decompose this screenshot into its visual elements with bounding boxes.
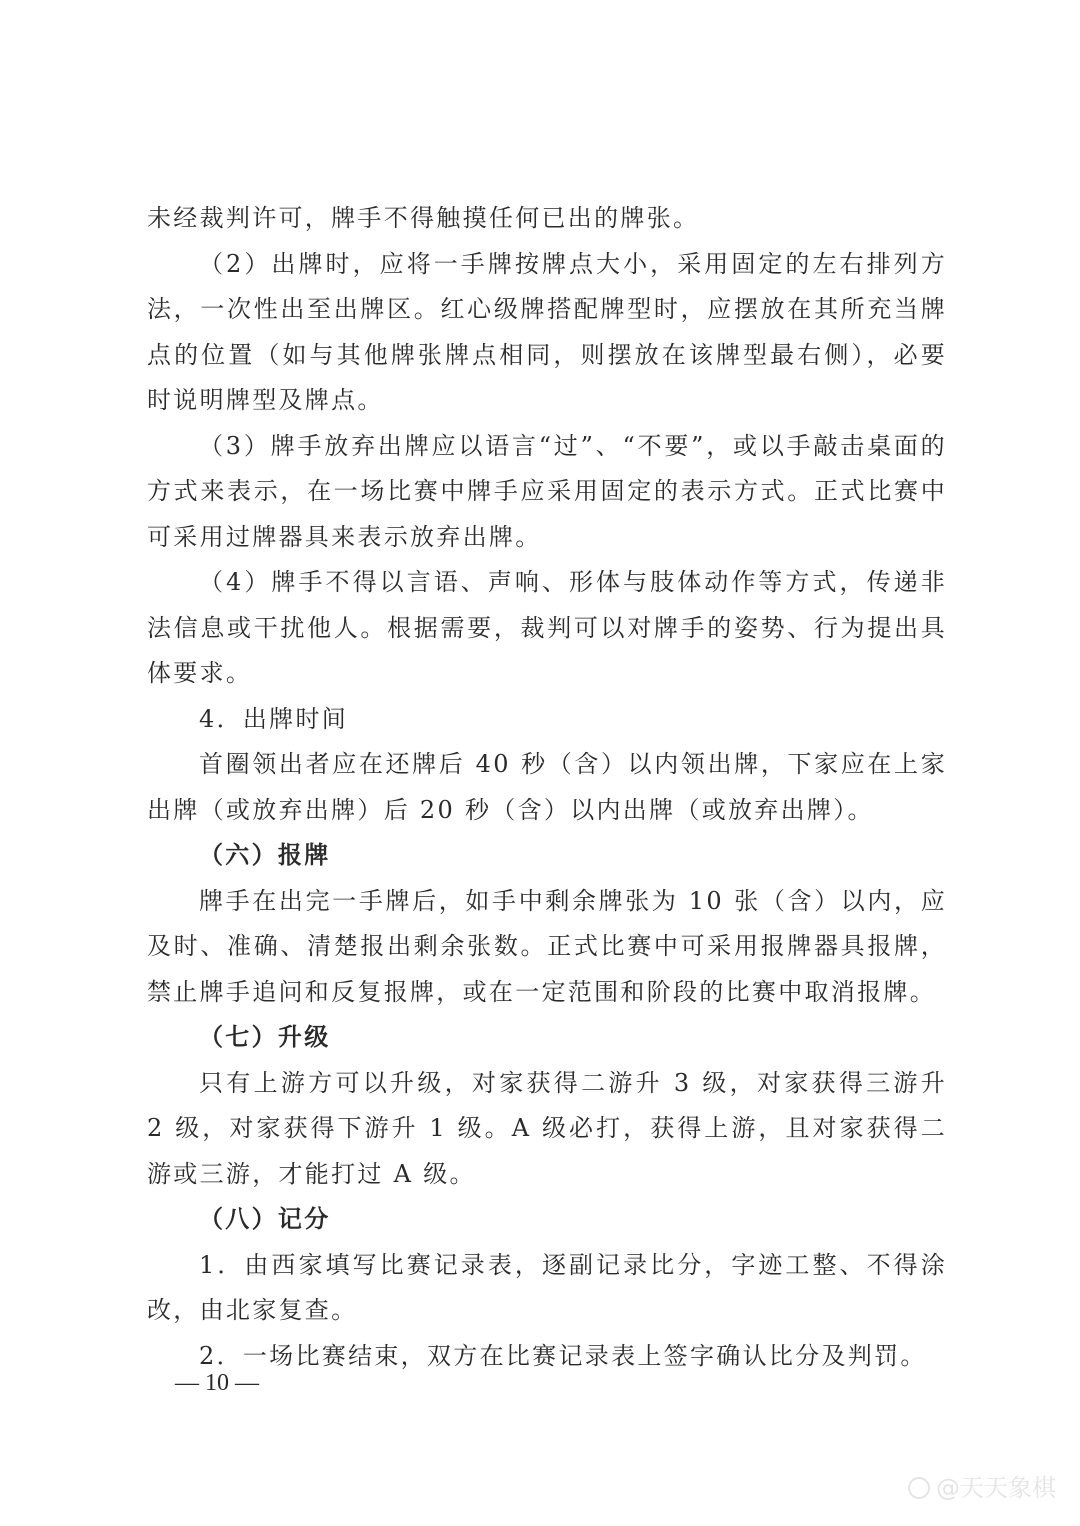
watermark-logo-icon bbox=[908, 1477, 930, 1499]
subsection-title: 4．出牌时间 bbox=[199, 704, 349, 733]
watermark-text: @天天象棋 bbox=[936, 1474, 1056, 1502]
paragraph: （2）出牌时，应将一手牌按牌点大小，采用固定的左右排列方法，一次性出至出牌区。红心级牌搭配牌型时，应摆放在其所充当牌点的位置（如与其他牌张牌点相同，则摆放在该牌型最右侧），必要时说明牌型及牌点。 bbox=[147, 249, 947, 414]
document-body bbox=[147, 196, 947, 1379]
paragraph: 1．由西家填写比赛记录表，逐副记录比分，字迹工整、不得涂改，由北家复查。 bbox=[147, 1250, 947, 1324]
watermark bbox=[908, 1473, 1056, 1503]
section-heading: （七）升级 bbox=[199, 1023, 331, 1051]
paragraph: 牌手在出完一手牌后，如手中剩余牌张为 10 张（含）以内，应及时、准确、清楚报出剩余张数。正式比赛中可采用报牌器具报牌，禁止牌手追问和反复报牌，或在一定范围和阶段的比赛中取消报牌。 bbox=[147, 886, 947, 1006]
paragraph: （4）牌手不得以言语、声响、形体与肢体动作等方式，传递非法信息或干扰他人。根据需要，裁判可以对牌手的姿势、行为提出具体要求。 bbox=[147, 568, 947, 687]
section-heading: （六）报牌 bbox=[199, 841, 331, 869]
paragraph: 只有上游方可以升级，对家获得二游升 3 级，对家获得三游升 2 级，对家获得下游升 1 级。A 级必打，获得上游，且对家获得二游或三游，才能打过 A 级。 bbox=[147, 1068, 947, 1188]
paragraph: 首圈领出者应在还牌后 40 秒（含）以内领出牌，下家应在上家出牌（或放弃出牌）后 20 秒（含）以内出牌（或放弃出牌）。 bbox=[147, 750, 947, 824]
section-heading: （八）记分 bbox=[199, 1205, 331, 1233]
paragraph: （3）牌手放弃出牌应以语言“过”、“不要”，或以手敲击桌面的方式来表示，在一场比赛中牌手应采用固定的表示方式。正式比赛中可采用过牌器具来表示放弃出牌。 bbox=[147, 431, 947, 551]
paragraph: 2．一场比赛结束，双方在比赛记录表上签字确认比分及判罚。 bbox=[199, 1341, 927, 1370]
page-number: — 10 — bbox=[175, 1370, 259, 1396]
paragraph: 未经裁判许可，牌手不得触摸任何已出的牌张。 bbox=[147, 204, 700, 232]
